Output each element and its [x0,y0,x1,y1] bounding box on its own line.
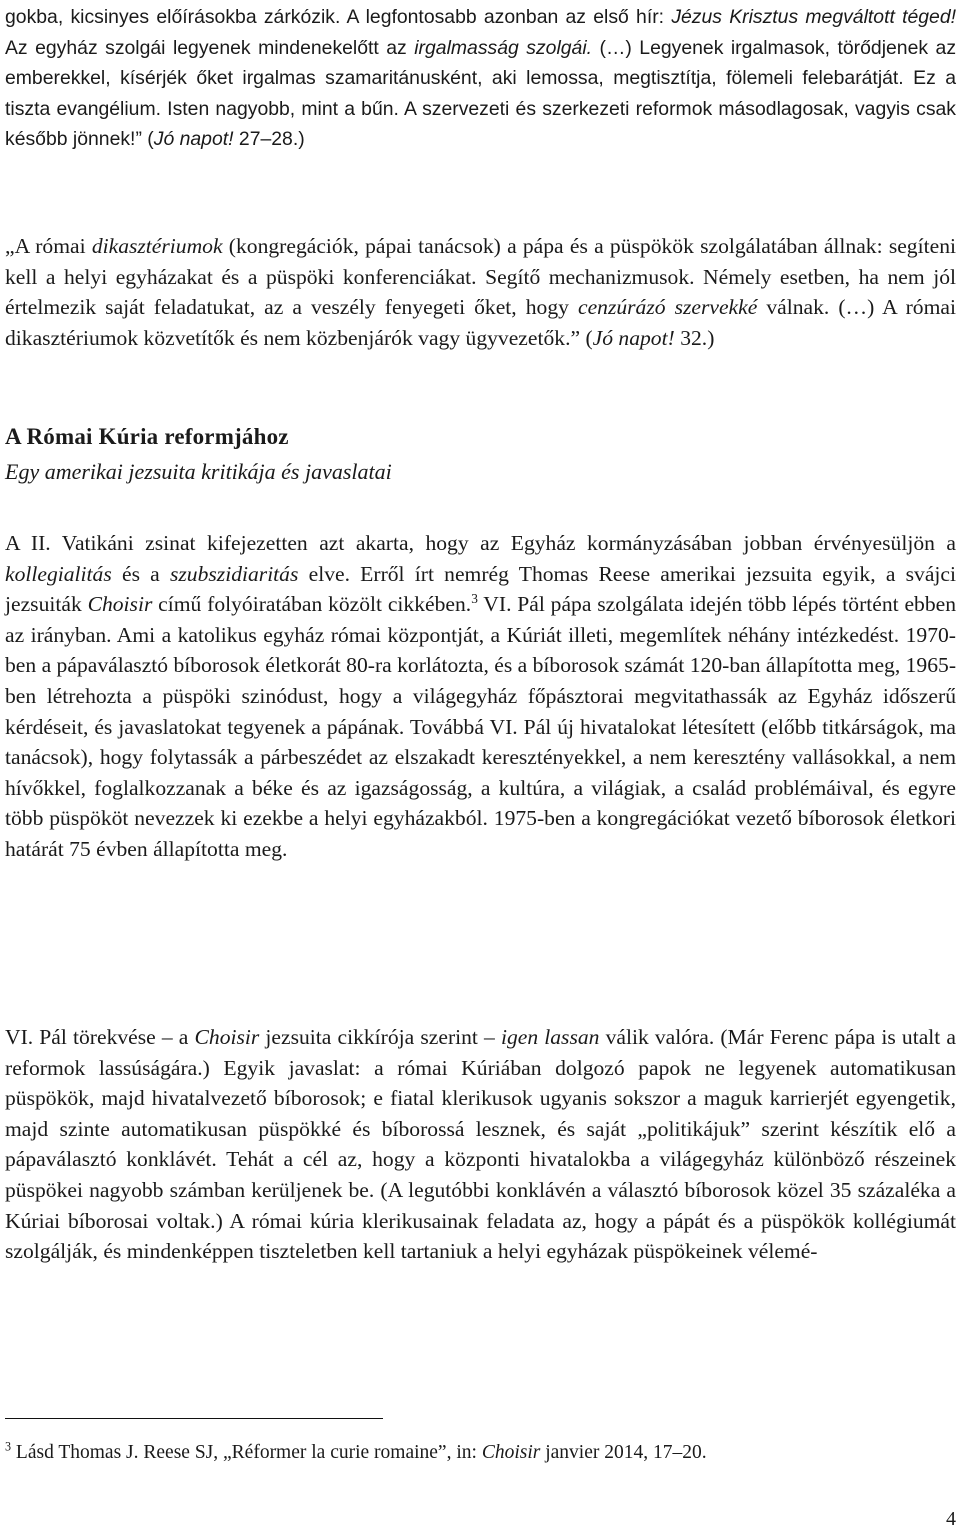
text-run: (…) Legyenek irgalmasok, törődjenek az emberekkel, kísérjék őket irgalmas szamaritánusként, aki lemossa, megtisztítja, fölemeli felebarátját. Ez a tiszta evangélium. Isten nagyobb, mint a bűn. A szervezeti és szerkezeti reformok másodlagosak, vagyis csak később jönnek!” ( [5,36,957,151]
footnote-divider [5,1418,383,1419]
text-run: és a [111,561,170,586]
italic-run: kollegialitás [5,561,112,586]
section-subheading: Egy amerikai jezsuita kritikája és javaslatai [5,459,392,484]
italic-run: Choisir [194,1025,260,1049]
body-paragraph-2 [5,1022,956,1267]
text-run: jezsuita cikkírója szerint – [259,1025,501,1049]
text-run: Lásd Thomas J. Reese SJ, „Réformer la curie romaine”, in: [11,1442,482,1463]
page-number: 4 [946,1508,956,1530]
text-run: (kongregációk, pápai tanácsok) a pápa és a püspökök szolgálatában állnak: segíteni kell a helyi egyházakat és a püspöki konferenciákat. Segítő mechanizmusok. Némely esetben, ha nem jól értelmezik saját feladatukat, az a veszély fenyegeti őket, hogy [5,234,956,320]
dicastery-quote-paragraph [5,231,956,353]
text-run: A II. Vatikáni zsinat kifejezetten azt akarta, hogy az Egyház kormányzásában jobban érvényesüljön a [5,531,956,555]
footnote [5,1441,707,1465]
italic-run: irgalmasság szolgái. [414,36,593,59]
italic-run: Choisir [87,592,153,617]
text-run: Az egyház szolgái legyenek mindenekelőtt az [5,36,415,59]
italic-run: cenzúrázó szervekké [577,295,758,320]
italic-run: Jézus Krisztus megváltott téged! [671,6,956,28]
italic-run: Jó napot! [592,325,675,350]
footnote-reference[interactable]: 3 [471,591,478,606]
text-run: „A római [5,234,92,258]
text-run: válik valóra. (Már Ferenc pápa is utalt a reformok lassúságára.) Egyik javaslat: a római Kúriában dolgozó papok ne legyenek automatikusan püspökök, majd hivatalvezető bíborosok; e fiatal klerikusok ugyanis sokszor a maguk karrierjét egyengetik, majd szinte automatikusan püspökké és bíborossá lesznek, és saját „politikájuk” szerint készítik elő a pápaválasztó konklávét. Tehát a cél az, hogy a központi hivatalokba a világegyház különböző részeinek püspökei nagyobb számban kerüljenek be. (A legutóbbi konklávén a választó bíborosok közel 35 százaléka a Kúriai bíborosai voltak.) A római kúria klerikusainak feladata az, hogy a pápát és a püspökök kollégiumát szolgálják, és mindenképpen tiszteletben kell tartaniuk a helyi egyházak püspökeinek vélemé- [5,1025,956,1264]
text-run: VI. Pál törekvése – a [5,1025,195,1049]
text-run: gokba, kicsinyes előírásokba zárkózik. A legfontosabb azonban az első hír: [5,6,672,28]
italic-run: dikasztériumok [91,234,223,258]
text-run: 27–28.) [233,128,305,151]
text-run: VI. Pál pápa szolgálata idején több lépés történt ebben az irányban. Ami a katolikus egyház római központját, a Kúriát illeti, megemlítek néhány intézkedést. 1970-ben a pápaválasztó bíborosok életkorát 80-ra korlátozta, és a bíborosok számát 120-ban állapította meg, 1965-ben létrehozta a püspöki szinódust, hogy a világegyház főpásztorai megvitathassák az Egyház időszerű kérdéseit, és javaslatokat tegyenek a pápának. Továbbá VI. Pál új hivatalokat létesített (előbb titkárságok, ma tanácsok), hogy folytassák a párbeszédet az elszakadt keresztényekkel, a nem keresztény vallásokkal, a nem hívőkkel, foglalkozzanak a béke és az igazságosság, a kultúra, a világiak, a család problémáival, és egyre több püspököt nevezzek ki ezekbe a helyi egyházakból. 1975-ben a kongregációkat vezető bíborosok életkori határát 75 évben állapította meg. [5,592,957,861]
italic-run: Choisir [481,1442,541,1463]
italic-run: szubszidiaritás [169,561,299,586]
intro-quote-paragraph [5,2,956,155]
text-run: című folyóiratában közölt cikkében. [152,592,472,617]
footnote-number: 3 [5,1439,12,1454]
text-run: janvier 2014, 17–20. [540,1442,707,1463]
italic-run: igen lassan [500,1025,600,1049]
text-run: elve. Erről írt nemrég Thomas Reese amerikai jezsuita egyik, a svájci jezsuiták [5,561,956,617]
section-heading: A Római Kúria reformjához [5,424,289,449]
body-paragraph-1 [5,528,956,865]
text-run: 32.) [674,325,715,350]
text-run: válnak. (…) A római dikasztériumok közvetítők és nem közbenjárók vagy ügyvezetők.” ( [5,295,956,350]
italic-run: Jó napot! [153,128,234,151]
